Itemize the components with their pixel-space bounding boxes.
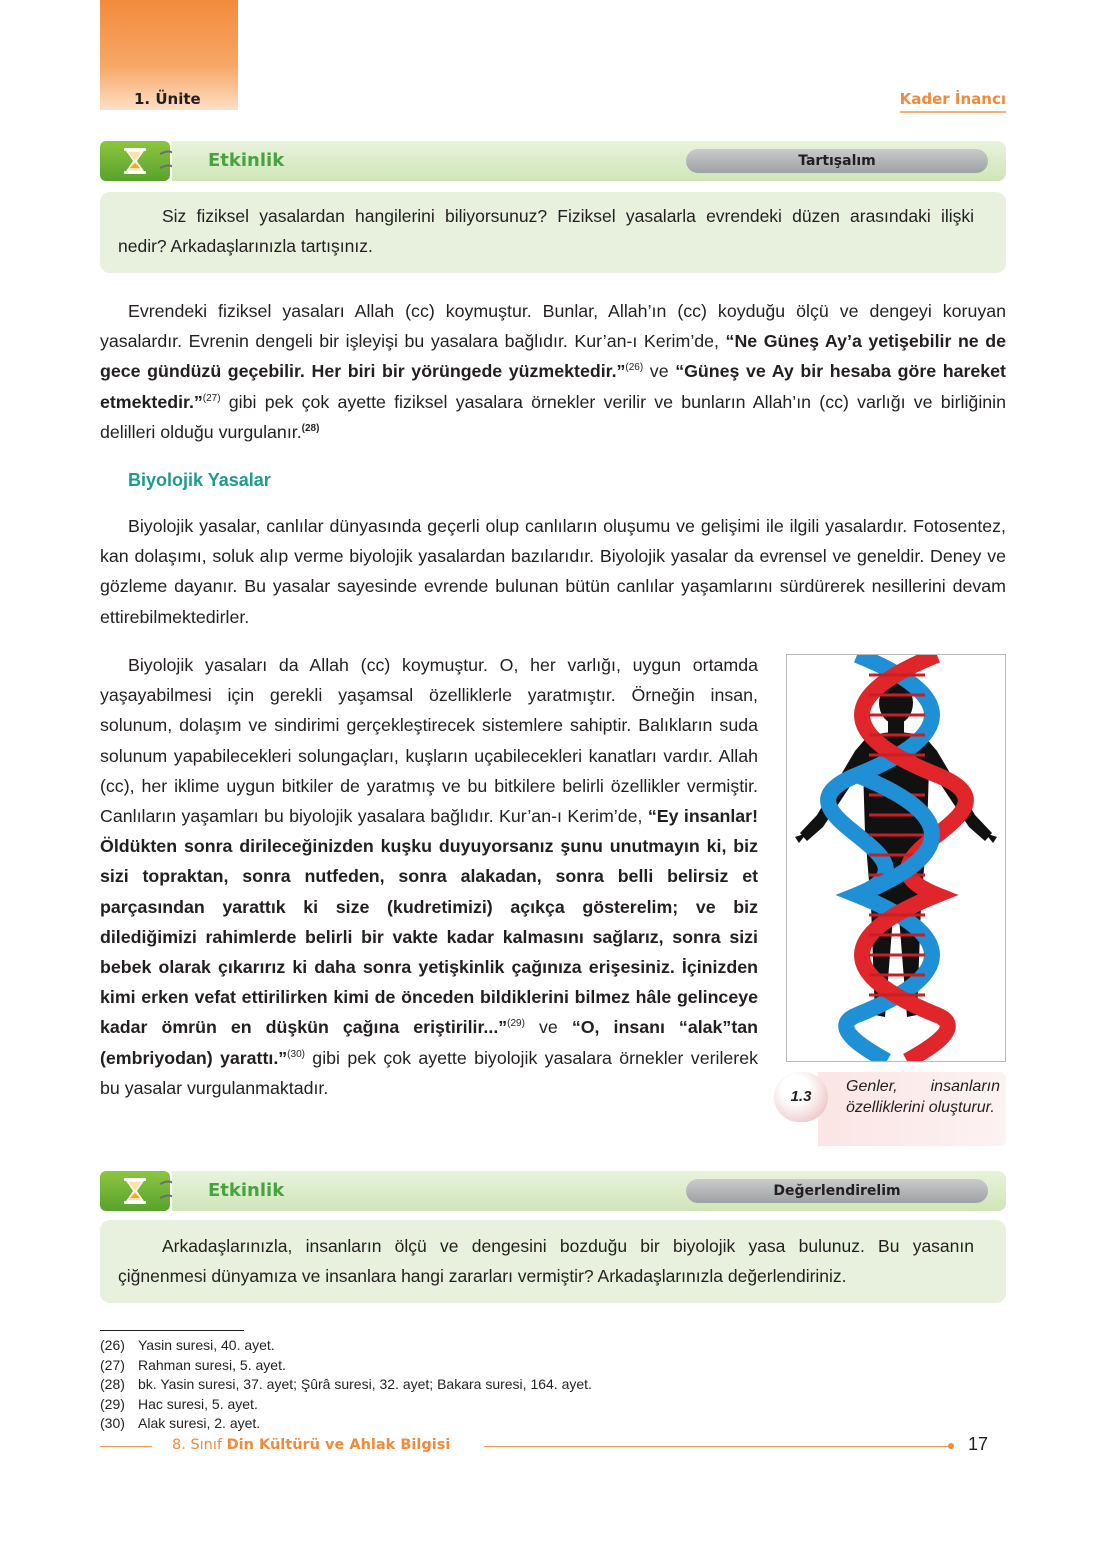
activity-tag: Değerlendirelim bbox=[686, 1179, 988, 1203]
activity-box-2 bbox=[100, 1220, 1006, 1303]
reference: (29) bbox=[507, 1018, 525, 1030]
reference: (26) bbox=[625, 362, 644, 374]
footnote-rule bbox=[100, 1330, 244, 1331]
activity-title: Etkinlik bbox=[208, 1180, 285, 1201]
footer-book-title bbox=[172, 1437, 450, 1453]
footnote: (29) Hac suresi, 5. ayet. bbox=[100, 1395, 258, 1412]
paragraph-biological-laws bbox=[100, 511, 1006, 632]
footer-grade: 8. Sınıf bbox=[172, 1437, 222, 1453]
paragraph-text: Biyolojik yasalar, canlılar dünyasında geçerli olup canlıların oluşumu ve gelişimi ile ilgili yasalardır. Fotosentez, kan dolaşımı, soluk alıp verme biyolojik yasalardan bazılarıdır. Biyolojik yasalar da evrensel ve geneldir. Deney ve gözleme dayanır. Bu yasalar sayesinde evrende bulunan bütün canlılar yaşamlarını sürdürerek nesillerini devam ettirebilmektedirler. bbox=[100, 516, 1006, 627]
topic-underline bbox=[900, 111, 1006, 113]
reference: (30) bbox=[287, 1048, 305, 1060]
page-number: 17 bbox=[968, 1434, 989, 1454]
activity-text: Arkadaşlarınızla, insanların ölçü ve dengesini bozduğu bir biyolojik yasa bulunuz. Bu yasanın çiğnenmesi dünyamıza ve insanlara hangi zararları vermiştir? Arkadaşlarınızla değerlendiriniz. bbox=[118, 1236, 974, 1286]
dna-human-illustration bbox=[787, 655, 1005, 1061]
text-run: ve bbox=[643, 361, 676, 382]
quote: “Güneş ve Ay bir hesaba göre hareket etmektedir.” bbox=[100, 361, 1006, 412]
quote: “Ey insanlar! Öldükten sonra dirileceğinizden kuşku duyuyorsanız şunu unutmayın ki, biz sizi topraktan, sonra nutfeden, sonra alakadan, sonra belli belirsiz et parçasından yarattık ki size (kudretimizi) açıkça gösterelim; ve biz dilediğimizi rahimlerde belirli bir vakte kadar kalmasını sağlarız, sonra sizi bebek olarak çıkarırız ki daha sonra yetişkinlik çağınıza erişesiniz. İçinizden kimi erken vefat ettirilirken kimi de önceden bildiklerini bilmez hâle gelinceye kadar ömrün en düşkün çağına eriştirilir...” bbox=[100, 806, 758, 1038]
footer-dot bbox=[948, 1443, 954, 1449]
footnotes bbox=[100, 1336, 592, 1434]
activity-title: Etkinlik bbox=[208, 150, 285, 171]
activity-bar-2 bbox=[100, 1171, 1006, 1211]
footer-rule-left bbox=[100, 1446, 152, 1447]
text-run: gibi pek çok ayette fiziksel yasalara örnekler verilir ve bunların Allah’ın (cc) varlığı ve birliğinin delilleri olduğu vurgulanır. bbox=[100, 391, 1006, 442]
text-run: ve bbox=[524, 1017, 572, 1038]
footnote: (27) Rahman suresi, 5. ayet. bbox=[100, 1356, 286, 1373]
activity-tag: Tartışalım bbox=[686, 149, 988, 173]
figure-number: 1.3 bbox=[774, 1072, 828, 1122]
footnote: (30) Alak suresi, 2. ayet. bbox=[100, 1415, 261, 1431]
hourglass-icon bbox=[122, 1177, 148, 1205]
text-run: Evrendeki fiziksel yasaları Allah (cc) koymuştur. Bunlar, Allah’ın (cc) koyduğu ölçü ve dengeyi koruyan yasalardır. Evrenin dengeli bir işleyişi bu yasalara bağlıdır. Kur’an-ı Kerim’de, bbox=[100, 301, 1006, 352]
footer-rule-right bbox=[484, 1446, 950, 1447]
footnote: (28) bk. Yasin suresi, 37. ayet; Şûrâ suresi, 32. ayet; Bakara suresi, 164. ayet. bbox=[100, 1376, 592, 1392]
text-run: gibi pek çok ayette biyolojik yasalara örnekler verilerek bu yasalar vurgulanmaktadır. bbox=[100, 1047, 758, 1098]
section-heading: Biyolojik Yasalar bbox=[128, 470, 271, 490]
paragraph-quran bbox=[100, 650, 758, 1103]
paragraph-physical-laws bbox=[100, 296, 1006, 447]
hourglass-icon bbox=[122, 147, 148, 175]
activity-box-1 bbox=[100, 192, 1006, 273]
activity-bar-1 bbox=[100, 141, 1006, 181]
text-run: Biyolojik yasaları da Allah (cc) koymuştur. O, her varlığı, uygun ortamda yaşayabilmesi için gerekli yaşamsal özelliklerle yaratmıştır. Örneğin insan, solunum, dolaşım ve sindirimi gerçekleştirecek sistemlere sahiptir. Balıkların suda solunum yapabilecekleri solungaçları, kuşların uçabilecekleri kanatları vardır. Allah (cc), her iklime uygun bitkiler de yaratmış ve bu bitkilere belirli özellikler vermiştir. Canlıların yaşamları bu biyolojik yasalara bağlıdır. Kur’an-ı Kerim’de, bbox=[100, 655, 758, 827]
quote: “O, insanı “alak”tan (embriyodan) yarattı.” bbox=[100, 1017, 758, 1068]
quote: “Ne Güneş Ay’a yetişebilir ne de gece gündüzü geçebilir. Her biri bir yörüngede yüzmektedir.” bbox=[100, 331, 1006, 382]
human-silhouette bbox=[795, 682, 997, 1017]
footnote: (26) Yasin suresi, 40. ayet. bbox=[100, 1337, 275, 1353]
topic-label: Kader İnancı bbox=[899, 90, 1006, 108]
figure-caption: Genler, insanların özelliklerini oluşturur. bbox=[846, 1078, 1000, 1116]
footer-book-name: Din Kültürü ve Ahlak Bilgisi bbox=[226, 1437, 451, 1453]
reference: (28) bbox=[301, 422, 320, 434]
reference: (27) bbox=[202, 392, 221, 404]
unit-label: 1. Ünite bbox=[134, 90, 201, 108]
activity-text: Siz fiziksel yasalardan hangilerini biliyorsunuz? Fiziksel yasalarla evrendeki düzen arasındaki ilişki nedir? Arkadaşlarınızla tartışınız. bbox=[118, 206, 974, 256]
dna-figure bbox=[786, 654, 1006, 1062]
